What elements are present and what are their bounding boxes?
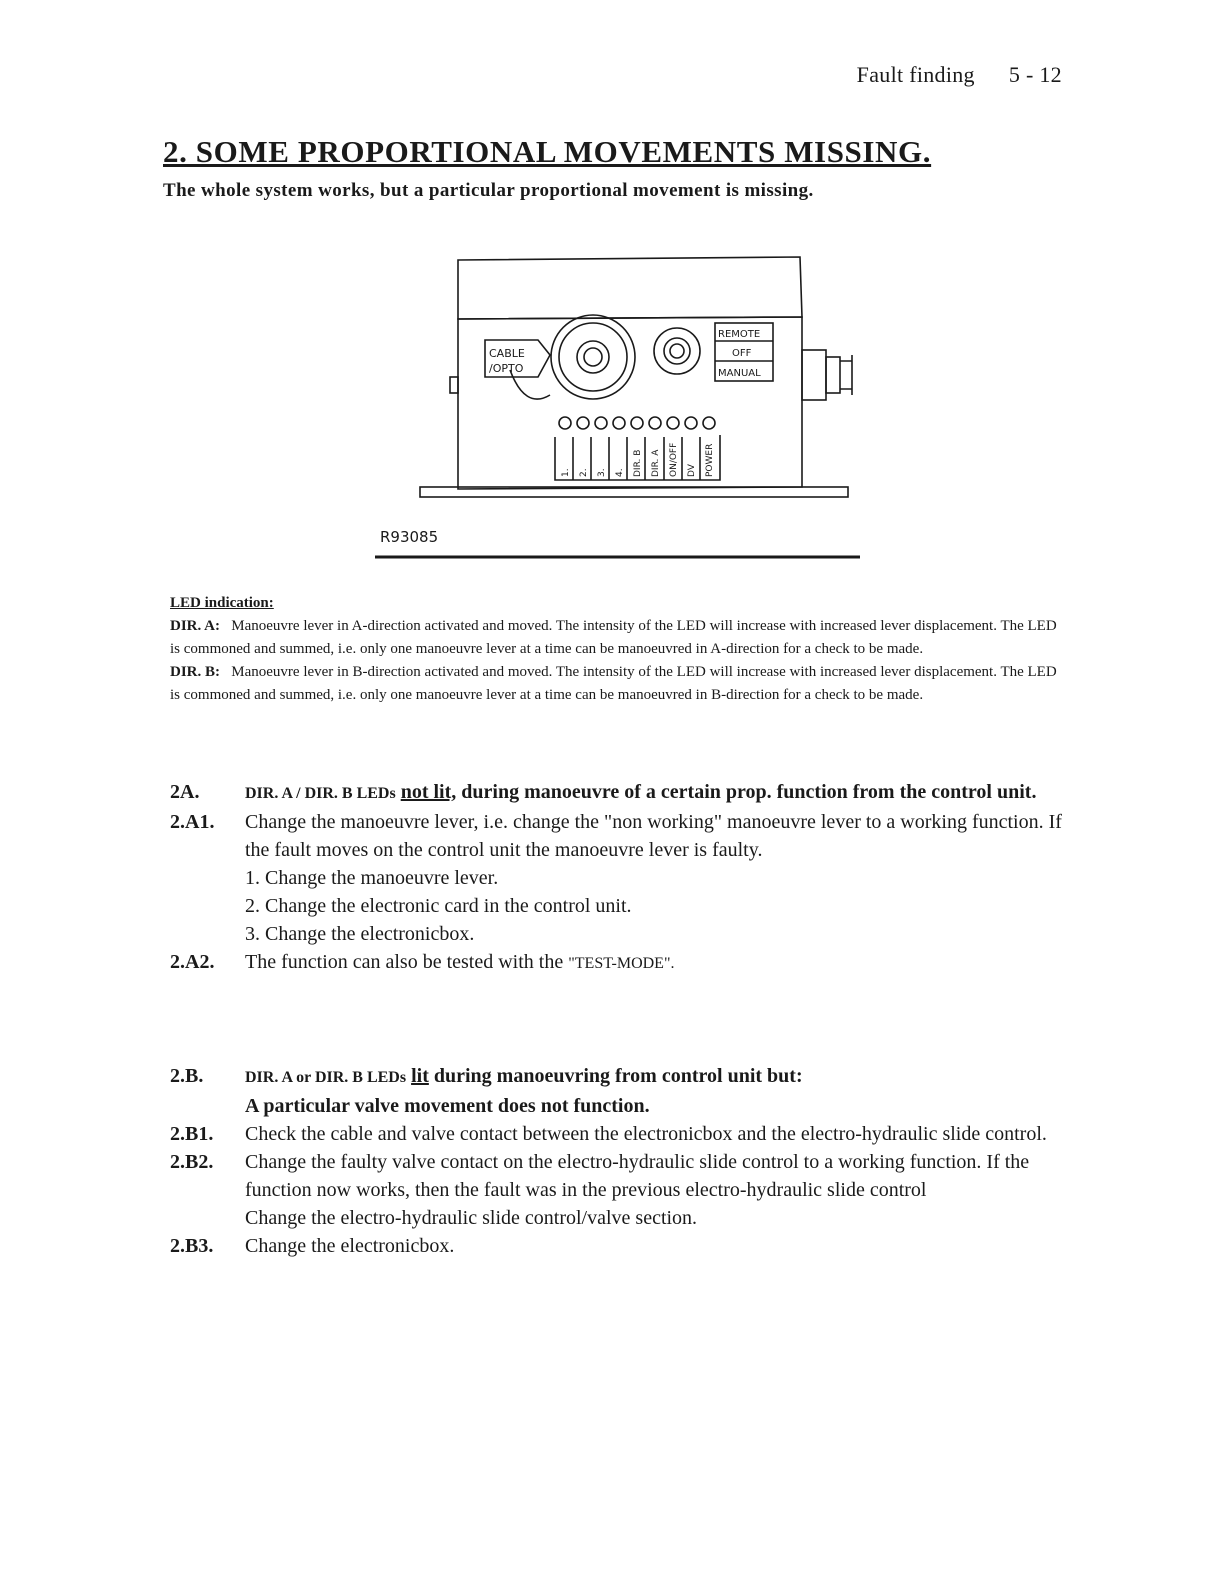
led-label-4: 4. xyxy=(615,468,625,477)
section-2b-number: 2.B. xyxy=(170,1065,204,1087)
step-2a1-substep: 1. Change the manoeuvre lever. xyxy=(245,867,499,889)
step-2b3-number: 2.B3. xyxy=(170,1235,214,1257)
step-2a2-text: The function can also be tested with the xyxy=(245,951,564,973)
off-label: OFF xyxy=(732,348,752,359)
dir-b-description xyxy=(170,661,1060,707)
header-page-number: 5 - 12 xyxy=(1008,62,1062,87)
section-2b-heading xyxy=(170,1062,1070,1092)
step-2b1 xyxy=(170,1120,1070,1148)
dir-a-label: DIR. A: xyxy=(170,618,221,634)
remote-connector xyxy=(654,328,700,374)
step-2a1-substep: 3. Change the electronicbox. xyxy=(245,923,475,945)
section-subtitle: The whole system works, but a particular proportional movement is missing. xyxy=(163,180,814,201)
section-2a-heading xyxy=(170,778,1070,808)
dir-b-label: DIR. B: xyxy=(170,664,221,680)
cable-gland xyxy=(802,350,852,400)
electronic-box-diagram xyxy=(380,255,870,575)
remote-label: REMOTE xyxy=(718,329,761,340)
page-header xyxy=(857,62,1062,88)
section-2b-rest: during manoeuvring from control unit but: xyxy=(433,1065,803,1087)
step-2a1-substep: 2. Change the electronic card in the control unit. xyxy=(245,895,632,917)
box-lid xyxy=(458,257,802,319)
opto-label: /OPTO xyxy=(489,362,524,375)
led-indication-title: LED indication: xyxy=(170,595,274,611)
led-label-dir-a: DIR. A xyxy=(651,449,661,477)
section-2a-number: 2A. xyxy=(170,781,200,803)
led-label-on-off: ON/OFF xyxy=(669,442,679,477)
header-section: Fault finding xyxy=(856,62,975,87)
step-2a2-number: 2.A2. xyxy=(170,951,215,973)
cable-label: CABLE xyxy=(489,347,525,360)
step-2b3-text: Change the electronicbox. xyxy=(245,1235,455,1257)
section-2a-lead: DIR. A / DIR. B LEDs xyxy=(245,785,396,802)
step-2b2 xyxy=(170,1148,1070,1204)
section-2b-line2: A particular valve movement does not function. xyxy=(245,1095,650,1117)
section-2b xyxy=(170,1062,1070,1260)
step-2a1-number: 2.A1. xyxy=(170,811,215,833)
led-label-power: POWER xyxy=(705,443,715,477)
step-2b2-number: 2.B2. xyxy=(170,1151,214,1173)
step-2b2-text2: Change the electro-hydraulic slide control/valve section. xyxy=(245,1207,698,1229)
section-2b-emphasis: lit xyxy=(411,1065,429,1087)
step-2b3 xyxy=(170,1232,1070,1260)
step-2b1-text: Check the cable and valve contact between the electronicbox and the electro-hydraulic slide control. xyxy=(245,1123,1047,1145)
section-title: 2. SOME PROPORTIONAL MOVEMENTS MISSING. xyxy=(163,134,932,169)
led-label-dv: DV xyxy=(687,464,697,477)
cable-connector xyxy=(510,315,635,399)
figure-reference: R93085 xyxy=(380,528,439,546)
step-2a1-text: Change the manoeuvre lever, i.e. change the "non working" manoeuvre lever to a working function. If the fault moves on the control unit the manoeuvre lever is faulty. xyxy=(245,811,1062,861)
led-label-1: 1. xyxy=(561,468,571,477)
led-label-2: 2. xyxy=(579,468,589,477)
box-body xyxy=(458,317,802,489)
manual-label: MANUAL xyxy=(718,368,761,379)
step-2b1-number: 2.B1. xyxy=(170,1123,214,1145)
step-2b2-text: Change the faulty valve contact on the electro-hydraulic slide control to a working function. If the function now works, then the fault was in the previous electro-hydraulic slide control xyxy=(245,1151,1030,1201)
led-indication-block xyxy=(170,592,1060,707)
section-2b-lead: DIR. A or DIR. B LEDs xyxy=(245,1069,407,1086)
section-2a xyxy=(170,778,1070,978)
step-2a1 xyxy=(170,808,1070,864)
dir-a-description xyxy=(170,615,1060,661)
left-tab xyxy=(450,377,458,393)
led-label-3: 3. xyxy=(597,468,607,477)
section-2a-emphasis: not lit, xyxy=(400,781,457,803)
step-2a2-test-mode: "TEST-MODE". xyxy=(568,955,675,972)
dir-a-text: Manoeuvre lever in A-direction activated and moved. The intensity of the LED will increase with increased lever displacement. The LED is commoned and summed, i.e. only one manoeuvre lever at a time can be manoeuvred in A-direction for a check to be made. xyxy=(170,618,1057,657)
section-2a-rest: during manoeuvre of a certain prop. function from the control unit. xyxy=(461,781,1037,803)
led-label-dir-b: DIR. B xyxy=(633,449,643,477)
led-row xyxy=(559,417,715,429)
step-2a2 xyxy=(170,948,1070,978)
dir-b-text: Manoeuvre lever in B-direction activated and moved. The intensity of the LED will increase with increased lever displacement. The LED is commoned and summed, i.e. only one manoeuvre lever at a time can be manoeuvred in B-direction for a check to be made. xyxy=(170,664,1057,703)
